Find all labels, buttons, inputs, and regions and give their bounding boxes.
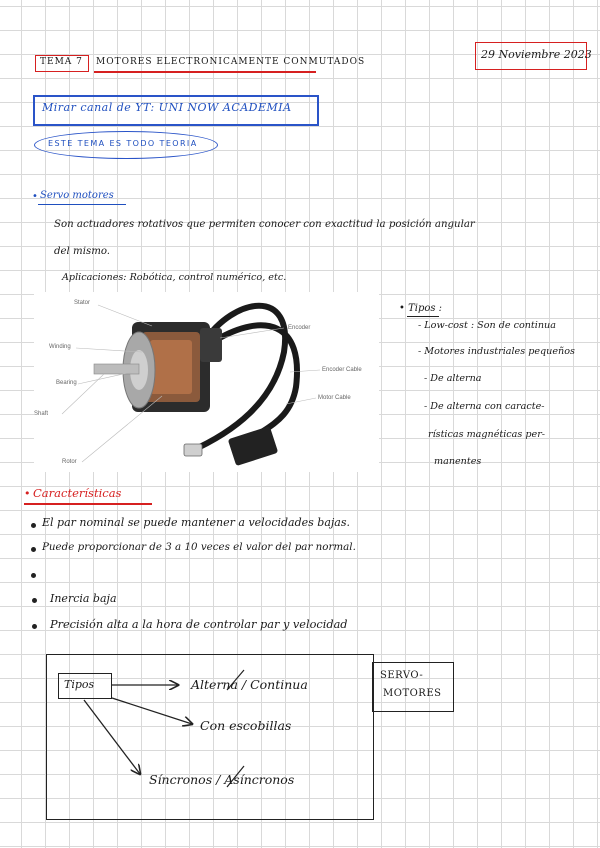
tipos-heading: • Tipos : [399, 303, 443, 314]
label-winding: Winding [49, 344, 71, 350]
label-bearing: Bearing [56, 380, 77, 386]
servo-desc-2: del mismo. [54, 246, 111, 257]
label-rotor: Rotor [62, 459, 77, 465]
servo-desc-1: Son actuadores rotativos que permiten conocer con exactitud la posición angular [54, 219, 475, 230]
tipos-item-4: - De alterna con caracte- [424, 401, 545, 412]
label-stator: Stator [74, 300, 91, 306]
car-item-2: Puede proporcionar de 3 a 10 veces el valor del par normal. [42, 541, 356, 553]
chapter-title: MOTORES ELECTRONICAMENTE CONMUTADOS [96, 57, 366, 67]
diagram-source: Tipos [64, 678, 95, 691]
caracteristicas-bullet: • [24, 487, 31, 500]
car-item-4: Inercia baja [50, 592, 117, 605]
diagram-target-1: Alterna / Continua [191, 677, 308, 692]
servomotores-label-2: MOTORES [383, 688, 442, 699]
tipos-heading-text: Tipos : [408, 303, 443, 314]
label-shaft: Shaft [34, 411, 49, 417]
car-item-1: El par nominal se puede mantener a velocidades bajas. [42, 516, 350, 529]
servo-bullet: • [32, 191, 38, 202]
label-encoder-cable: Encoder Cable [322, 367, 362, 373]
diagram-target-2: Con escobillas [200, 718, 292, 733]
tipos-item-3: - De alterna [424, 373, 482, 384]
servo-heading: Servo motores [40, 190, 114, 201]
date: 29 Noviembre 2023 [481, 48, 592, 61]
caracteristicas-heading: Características [33, 486, 122, 500]
label-encoder: Encoder [288, 325, 311, 331]
theory-note: ESTE TEMA ES TODO TEORIA [48, 139, 198, 148]
tipos-item-6: manentes [434, 456, 482, 467]
servo-applications: Aplicaciones: Robótica, control numérico, etc. [62, 272, 287, 283]
servomotores-label-1: SERVO- [380, 670, 424, 681]
diagram-target-3: Síncronos / Asíncronos [149, 772, 295, 787]
tema-label: TEMA 7 [40, 57, 83, 67]
tipos-item-2: - Motores industriales pequeños [418, 346, 575, 357]
tipos-item-5: rísticas magnéticas per- [428, 429, 546, 440]
label-motor-cable: Motor Cable [318, 395, 351, 401]
tipos-item-1: - Low-cost : Son de continua [418, 320, 556, 331]
car-item-5: Precisión alta a la hora de controlar par y velocidad [50, 618, 348, 631]
channel-note: Mirar canal de YT: UNI NOW ACADEMIA [42, 101, 292, 114]
